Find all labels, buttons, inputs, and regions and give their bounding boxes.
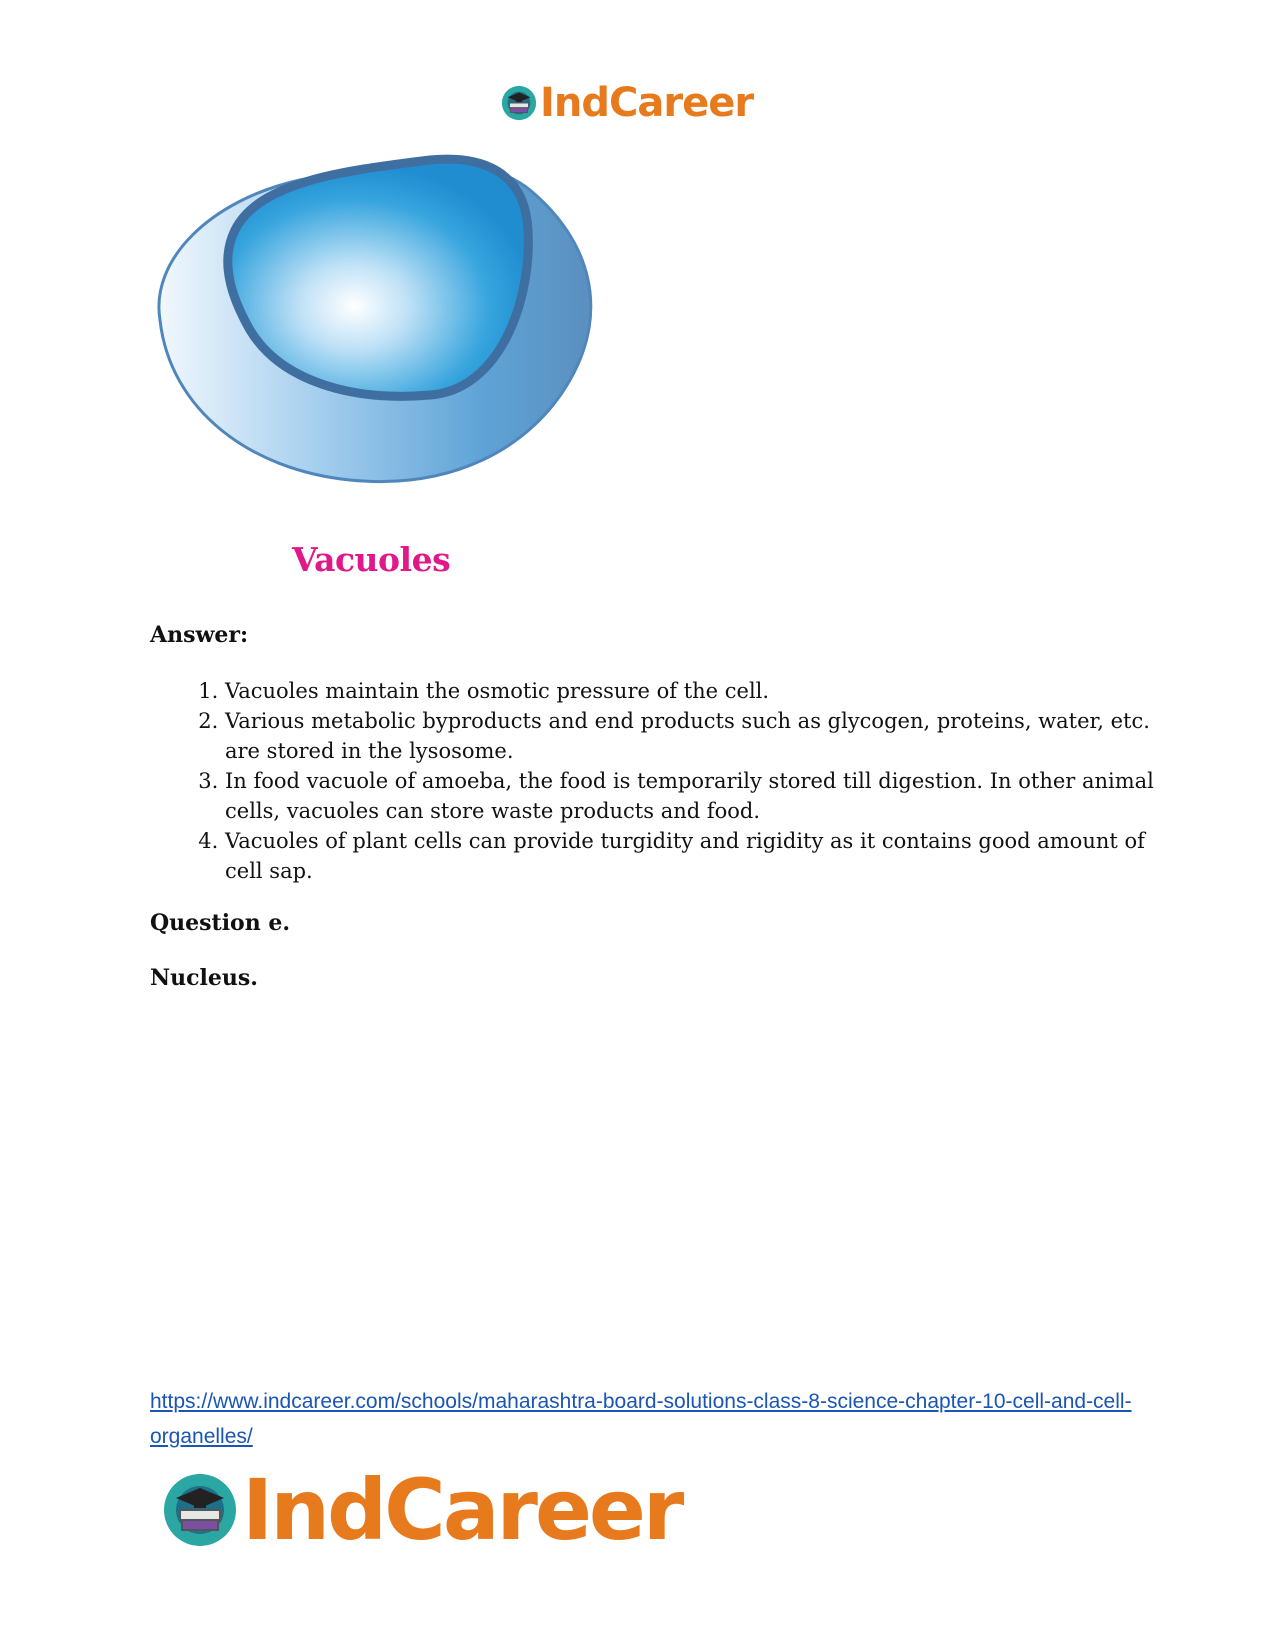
question-topic: Nucleus.	[150, 965, 258, 991]
answer-heading: Answer:	[150, 622, 249, 648]
list-item: 4. Vacuoles of plant cells can provide turgidity and rigidity as it contains good amount of cell sap.	[225, 826, 1185, 886]
list-item: 3. In food vacuole of amoeba, the food is temporarily stored till digestion. In other animal cells, vacuoles can store waste products and food.	[225, 766, 1185, 826]
vacuole-illustration	[150, 150, 630, 510]
figure-caption: Vacuoles	[292, 540, 451, 579]
header-logo	[500, 78, 753, 128]
source-link[interactable]: https://www.indcareer.com/schools/maharashtra-board-solutions-class-8-science-chapter-10-cell-and-cell-organelles/	[150, 1390, 1132, 1448]
list-item: 1. Vacuoles maintain the osmotic pressure of the cell.	[225, 676, 1185, 706]
answer-list	[150, 676, 1185, 886]
question-heading: Question e.	[150, 910, 291, 936]
graduation-cap-books-icon	[500, 84, 538, 122]
logo-text: IndCareer	[242, 1461, 682, 1559]
list-item: 2. Various metabolic byproducts and end products such as glycogen, proteins, water, etc. are stored in the lysosome.	[225, 706, 1185, 766]
graduation-cap-books-icon	[160, 1470, 240, 1550]
footer-logo	[160, 1461, 682, 1559]
logo-text: IndCareer	[540, 80, 754, 126]
